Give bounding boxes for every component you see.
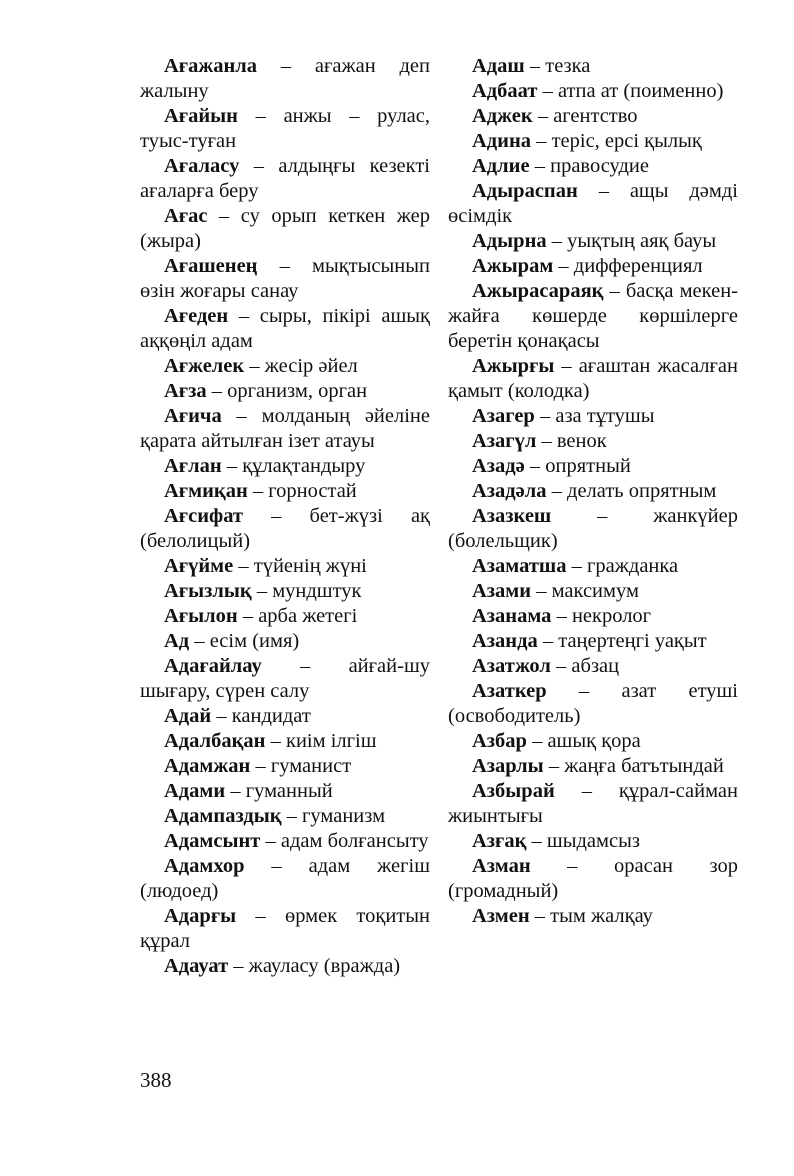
entry-definition: ашық қора [547, 730, 641, 752]
entry-definition: правосудие [550, 155, 650, 177]
entry-definition: ащы дәмді өсімдік [448, 180, 738, 227]
entry-headword: Азанда [472, 630, 538, 652]
entry-definition: шыдамсыз [546, 830, 640, 852]
dictionary-entry [448, 904, 738, 929]
entry-separator: – [233, 555, 254, 577]
entry-headword: Азғақ [472, 830, 527, 852]
dictionary-entry [448, 729, 738, 754]
entry-headword: Адамхор [164, 855, 245, 877]
entry-separator: – [536, 430, 557, 452]
entry-headword: Азатжол [472, 655, 551, 677]
entry-definition: уықтың аяқ бауы [567, 230, 717, 252]
entry-separator: – [537, 630, 559, 652]
dictionary-entry [448, 829, 738, 854]
entry-separator: – [250, 755, 271, 777]
entry-definition: гуманный [245, 780, 333, 802]
entry-headword: Азаткер [472, 680, 547, 702]
left-column [140, 54, 430, 979]
entry-definition: жауласу (вражда) [248, 955, 401, 977]
entry-definition: өрмек тоқитын құрал [140, 905, 431, 952]
entry-headword: Азарлы [472, 755, 544, 777]
entry-definition: ағажан деп жалыну [140, 55, 431, 102]
entry-headword: Ағайын [164, 105, 238, 127]
dictionary-entry [448, 854, 738, 904]
entry-headword: Адыраспан [472, 180, 578, 202]
entry-definition: есім (имя) [209, 630, 300, 652]
entry-separator: – [524, 55, 546, 77]
entry-separator: – [244, 855, 309, 877]
entry-separator: – [554, 355, 579, 377]
entry-definition: молданың әйеліне қарата айтылған ізет атауы [140, 405, 431, 452]
entry-headword: Адбаат [472, 80, 538, 102]
entry-separator: – [237, 605, 259, 627]
entry-headword: Ағылон [164, 605, 238, 627]
entry-definition: анжы – рулас, туыс-туған [140, 105, 431, 152]
entry-definition: гражданка [586, 555, 679, 577]
entry-definition: жанкүйер (болельщик) [448, 505, 738, 552]
entry-headword: Ағашенең [164, 255, 258, 277]
entry-definition: таңертеңгі уақыт [558, 630, 707, 652]
entry-separator: – [526, 730, 548, 752]
entry-separator: – [221, 455, 243, 477]
entry-headword: Азбырай [472, 780, 555, 802]
entry-definition: басқа мекен-жайға көшерде көршілерге беретін қонақасы [448, 280, 738, 352]
entry-headword: Ағза [164, 380, 207, 402]
entry-separator: – [526, 830, 547, 852]
entry-separator: – [550, 655, 572, 677]
entry-definition: адам жегіш (людоед) [140, 855, 431, 902]
entry-headword: Адаш [472, 55, 525, 77]
dictionary-entry [448, 604, 738, 629]
entry-separator: – [532, 105, 554, 127]
entry-definition: гуманизм [302, 805, 386, 827]
entry-separator: – [261, 655, 349, 677]
dictionary-entry [140, 379, 430, 404]
entry-definition: абзац [571, 655, 620, 677]
entry-headword: Азадә [472, 455, 525, 477]
entry-definition: азат етуші (освободитель) [448, 680, 738, 727]
entry-separator: – [206, 380, 228, 402]
dictionary-entry [140, 554, 430, 579]
dictionary-entry [140, 104, 430, 154]
entry-headword: Ағажанла [164, 55, 258, 77]
entry-headword: Ағлан [164, 455, 222, 477]
entry-separator: – [524, 455, 546, 477]
dictionary-entry [140, 504, 430, 554]
entry-headword: Азмен [472, 905, 530, 927]
entry-definition: кандидат [231, 705, 311, 727]
entry-separator: – [529, 155, 551, 177]
entry-definition: тым жалқау [550, 905, 653, 927]
entry-headword: Азами [472, 580, 532, 602]
entry-separator: – [546, 480, 568, 502]
entry-headword: Ажырам [472, 255, 554, 277]
entry-headword: Азадәла [472, 480, 547, 502]
entry-headword: Адина [472, 130, 532, 152]
entry-definition: теріс, ерсі қылық [551, 130, 702, 152]
dictionary-entry [448, 779, 738, 829]
dictionary-entry [448, 429, 738, 454]
dictionary-entry [448, 279, 738, 354]
entry-headword: Адампаздық [164, 805, 282, 827]
entry-definition: атпа ат (поименно) [557, 80, 724, 102]
entry-separator: – [257, 55, 315, 77]
entry-definition: түйенің жүні [253, 555, 367, 577]
dictionary-entry [140, 654, 430, 704]
entry-separator: – [546, 680, 622, 702]
entry-separator: – [530, 855, 614, 877]
entry-definition: горностай [268, 480, 357, 502]
dictionary-entry [140, 754, 430, 779]
dictionary-entry [448, 479, 738, 504]
entry-definition: опрятный [545, 455, 631, 477]
entry-definition: агентство [553, 105, 638, 127]
dictionary-entry [448, 754, 738, 779]
entry-definition: құрал-сайман жиынтығы [448, 780, 738, 827]
entry-separator: – [577, 180, 630, 202]
entry-definition: бет-жүзі ақ (белолицый) [140, 505, 431, 552]
entry-separator: – [228, 955, 249, 977]
entry-definition: жаңға батътындай [564, 755, 724, 777]
entry-separator: – [228, 305, 260, 327]
entry-separator: – [537, 80, 558, 102]
entry-headword: Адлие [472, 155, 530, 177]
entry-definition: организм, орган [227, 380, 368, 402]
dictionary-entry [448, 104, 738, 129]
dictionary-entry [140, 854, 430, 904]
dictionary-entry [140, 604, 430, 629]
dictionary-entry [140, 204, 430, 254]
entry-definition: мықтысынып өзін жоғары санау [140, 255, 430, 302]
entry-definition: алдыңғы кезекті ағаларға беру [140, 155, 430, 202]
entry-headword: Ажырғы [472, 355, 555, 377]
entry-definition: гуманист [270, 755, 352, 777]
dictionary-entry [140, 354, 430, 379]
entry-separator: – [244, 355, 265, 377]
entry-separator: – [551, 605, 572, 627]
entry-headword: Ағүйме [164, 555, 234, 577]
entry-headword: Ағжелек [164, 355, 245, 377]
entry-definition: тезка [545, 55, 591, 77]
dictionary-entry [140, 454, 430, 479]
dictionary-entry [140, 804, 430, 829]
dictionary-entry [140, 579, 430, 604]
dictionary-entry [448, 454, 738, 479]
entry-definition: арба жетегі [258, 605, 358, 627]
entry-headword: Адағайлау [164, 655, 262, 677]
entry-separator: – [603, 280, 626, 302]
entry-headword: Ағызлық [164, 580, 252, 602]
entry-separator: – [534, 405, 556, 427]
entry-headword: Ажырасараяқ [472, 280, 604, 302]
entry-definition: делать опрятным [567, 480, 717, 502]
entry-headword: Азбар [472, 730, 527, 752]
dictionary-entry [448, 129, 738, 154]
entry-headword: Азаматша [472, 555, 567, 577]
entry-definition: су орып кеткен жер (жыра) [140, 205, 431, 252]
entry-separator: – [553, 255, 574, 277]
entry-headword: Адами [164, 780, 226, 802]
entry-separator: – [251, 580, 273, 602]
entry-separator: – [257, 255, 312, 277]
entry-headword: Азанама [472, 605, 552, 627]
entry-headword: Ағаласу [164, 155, 240, 177]
entry-headword: Адай [164, 705, 212, 727]
dictionary-entry [448, 554, 738, 579]
entry-headword: Ағсифат [164, 505, 243, 527]
entry-definition: орасан зор (громадный) [448, 855, 739, 902]
dictionary-entry [448, 179, 738, 229]
dictionary-entry [140, 829, 430, 854]
entry-headword: Адарғы [164, 905, 237, 927]
entry-separator: – [566, 555, 587, 577]
dictionary-entry [140, 904, 430, 954]
entry-separator: – [281, 805, 303, 827]
dictionary-entry [140, 954, 430, 979]
entry-headword: Ағас [164, 205, 208, 227]
dictionary-entry [140, 154, 430, 204]
entry-separator: – [236, 905, 285, 927]
entry-headword: Ағича [164, 405, 222, 427]
entry-separator: – [225, 780, 246, 802]
entry-separator: – [247, 480, 269, 502]
entry-separator: – [243, 505, 310, 527]
dictionary-entry [140, 479, 430, 504]
entry-definition: жесір әйел [264, 355, 358, 377]
entry-headword: Азагер [472, 405, 535, 427]
entry-headword: Азазкеш [472, 505, 552, 527]
dictionary-entry [448, 504, 738, 554]
dictionary-entry [140, 629, 430, 654]
entry-separator: – [221, 405, 262, 427]
entry-headword: Адауат [164, 955, 229, 977]
dictionary-entry [448, 79, 738, 104]
entry-separator: – [529, 905, 551, 927]
entry-definition: сыры, пікірі ашық аққөңіл адам [140, 305, 431, 352]
dictionary-entry [140, 704, 430, 729]
entry-headword: Азагүл [472, 430, 537, 452]
entry-separator: – [265, 730, 286, 752]
dictionary-entry [140, 729, 430, 754]
dictionary-entry [140, 54, 430, 104]
page-number: 388 [140, 1068, 172, 1092]
entry-definition: дифференциял [573, 255, 703, 277]
entry-definition: аза тұтушы [555, 405, 655, 427]
entry-definition: адам болғансыту [280, 830, 429, 852]
entry-definition: ағаштан жасалған қамыт (колодка) [448, 355, 738, 402]
entry-separator: – [543, 755, 565, 777]
entry-headword: Ағеден [164, 305, 229, 327]
entry-definition: максимум [551, 580, 639, 602]
dictionary-entry [448, 154, 738, 179]
entry-headword: Адырна [472, 230, 547, 252]
entry-definition: айғай-шу шығару, сүрен салу [140, 655, 430, 702]
entry-headword: Ағмиқан [164, 480, 248, 502]
entry-headword: Адамсынт [164, 830, 261, 852]
entry-definition: некролог [571, 605, 652, 627]
entry-separator: – [207, 205, 241, 227]
entry-definition: венок [556, 430, 607, 452]
entry-headword: Адалбақан [164, 730, 266, 752]
entry-headword: Адамжан [164, 755, 251, 777]
entry-definition: құлақтандыру [242, 455, 366, 477]
entry-separator: – [531, 580, 552, 602]
dictionary-entry [140, 404, 430, 454]
dictionary-entry [448, 579, 738, 604]
entry-separator: – [238, 105, 284, 127]
entry-separator: – [531, 130, 552, 152]
entry-separator: – [239, 155, 279, 177]
entry-headword: Азман [472, 855, 531, 877]
dictionary-entry [448, 404, 738, 429]
dictionary-entry [448, 254, 738, 279]
dictionary-entry [448, 679, 738, 729]
entry-separator: – [189, 630, 210, 652]
entry-definition: мундштук [272, 580, 362, 602]
dictionary-entry [140, 779, 430, 804]
entry-separator: – [546, 230, 568, 252]
entry-separator: – [260, 830, 281, 852]
entry-definition: киім ілгіш [285, 730, 377, 752]
dictionary-entry [448, 354, 738, 404]
entry-separator: – [551, 505, 654, 527]
entry-separator: – [211, 705, 232, 727]
dictionary-entry [140, 254, 430, 304]
right-column [448, 54, 738, 929]
dictionary-entry [448, 54, 738, 79]
dictionary-entry [448, 229, 738, 254]
dictionary-entry [140, 304, 430, 354]
entry-headword: Ад [164, 630, 190, 652]
entry-separator: – [554, 780, 619, 802]
dictionary-entry [448, 654, 738, 679]
entry-headword: Аджек [472, 105, 533, 127]
dictionary-entry [448, 629, 738, 654]
